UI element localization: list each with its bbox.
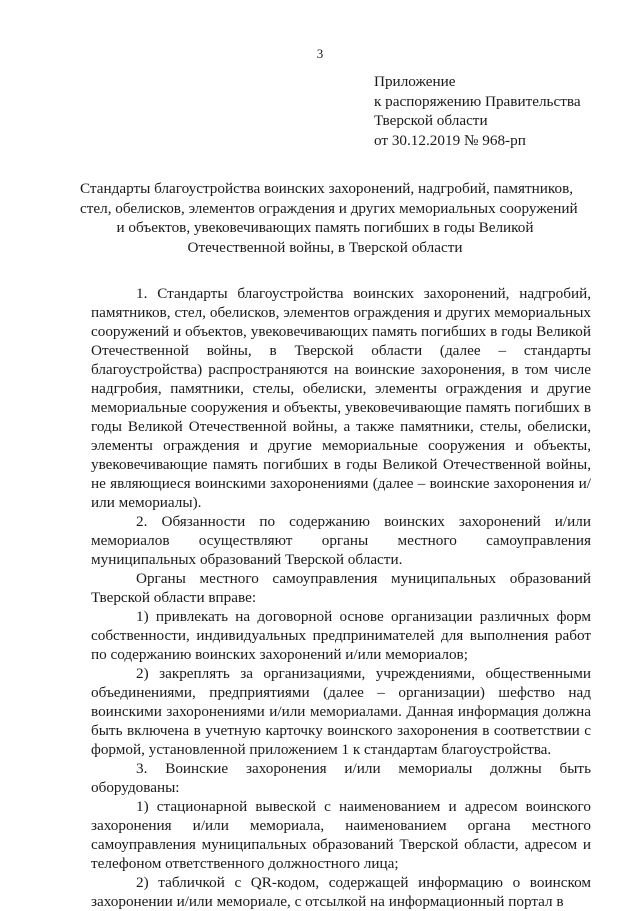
list-item: 1) стационарной вывеской с наименованием и адресом воинского захоронения и/или мемориала, наименованием органа местного самоуправления муниципальных образований Тверской области, адресом и телефоном ответственного должностного лица; xyxy=(91,798,591,872)
title-line: Стандарты благоустройства воинских захоронений, надгробий, памятников, xyxy=(80,180,574,197)
title-line: стел, обелисков, элементов ограждения и других мемориальных сооружений xyxy=(80,199,578,217)
paragraph-rights-intro: Органы местного самоуправления муниципальных образований Тверской области вправе: xyxy=(91,570,591,606)
list-item: 2) табличкой с QR-кодом, содержащей информацию о воинском захоронении и/или мемориале, с отсылкой на информационный портал в xyxy=(91,874,591,910)
title-line: Отечественной войны, в Тверской области xyxy=(187,238,463,256)
appendix-line: от 30.12.2019 № 968-рп xyxy=(374,131,526,149)
appendix-line: к распоряжению Правительства xyxy=(374,92,581,110)
appendix-block xyxy=(374,72,634,150)
list-item: 1) привлекать на договорной основе организации различных форм собственности, индивидуальных предпринимателей для выполнения работ по содержанию воинских захоронений и/или мемориалов; xyxy=(91,608,591,663)
page-number: 3 xyxy=(316,46,324,61)
document-title xyxy=(80,179,578,257)
document-body xyxy=(91,284,591,911)
paragraph-3: 3. Воинские захоронения и/или мемориалы должны быть оборудованы: xyxy=(91,760,591,796)
title-line: и объектов, увековечивающих память погибших в годы Великой xyxy=(116,219,534,236)
appendix-line: Приложение xyxy=(374,73,456,90)
paragraph-1: 1. Стандарты благоустройства воинских захоронений, надгробий, памятников, стел, обелисков, элементов ограждения и других мемориальных сооружений и объектов, увековечивающих память погибших в годы Великой Отечественной войны, в Тверской области (далее – стандарты благоустройства) распространяются на воинские захоронения, в том числе надгробия, памятники, стелы, обелиски, элементы ограждения и другие мемориальные сооружения и объекты, увековечивающие память погибших в годы Великой Отечественной войны, а также памятники, стелы, обелиски, элементы ограждения и другие мемориальные сооружения и объекты, увековечивающие память погибших в годы Великой Отечественной войны, не являющиеся воинскими захоронениями (далее – воинские захоронения и/или мемориалы). xyxy=(91,285,591,511)
appendix-line: Тверской области xyxy=(374,112,488,129)
list-item: 2) закреплять за организациями, учреждениями, общественными объединениями, предприятиями (далее – организации) шефство над воинскими захоронениями и/или мемориалами. Данная информация должна быть включена в учетную карточку воинского захоронения в соответствии с формой, установленной приложением 1 к стандартам благоустройства. xyxy=(91,665,591,758)
paragraph-2: 2. Обязанности по содержанию воинских захоронений и/или мемориалов осуществляют органы местного самоуправления муниципальных образований Тверской области. xyxy=(91,513,591,568)
